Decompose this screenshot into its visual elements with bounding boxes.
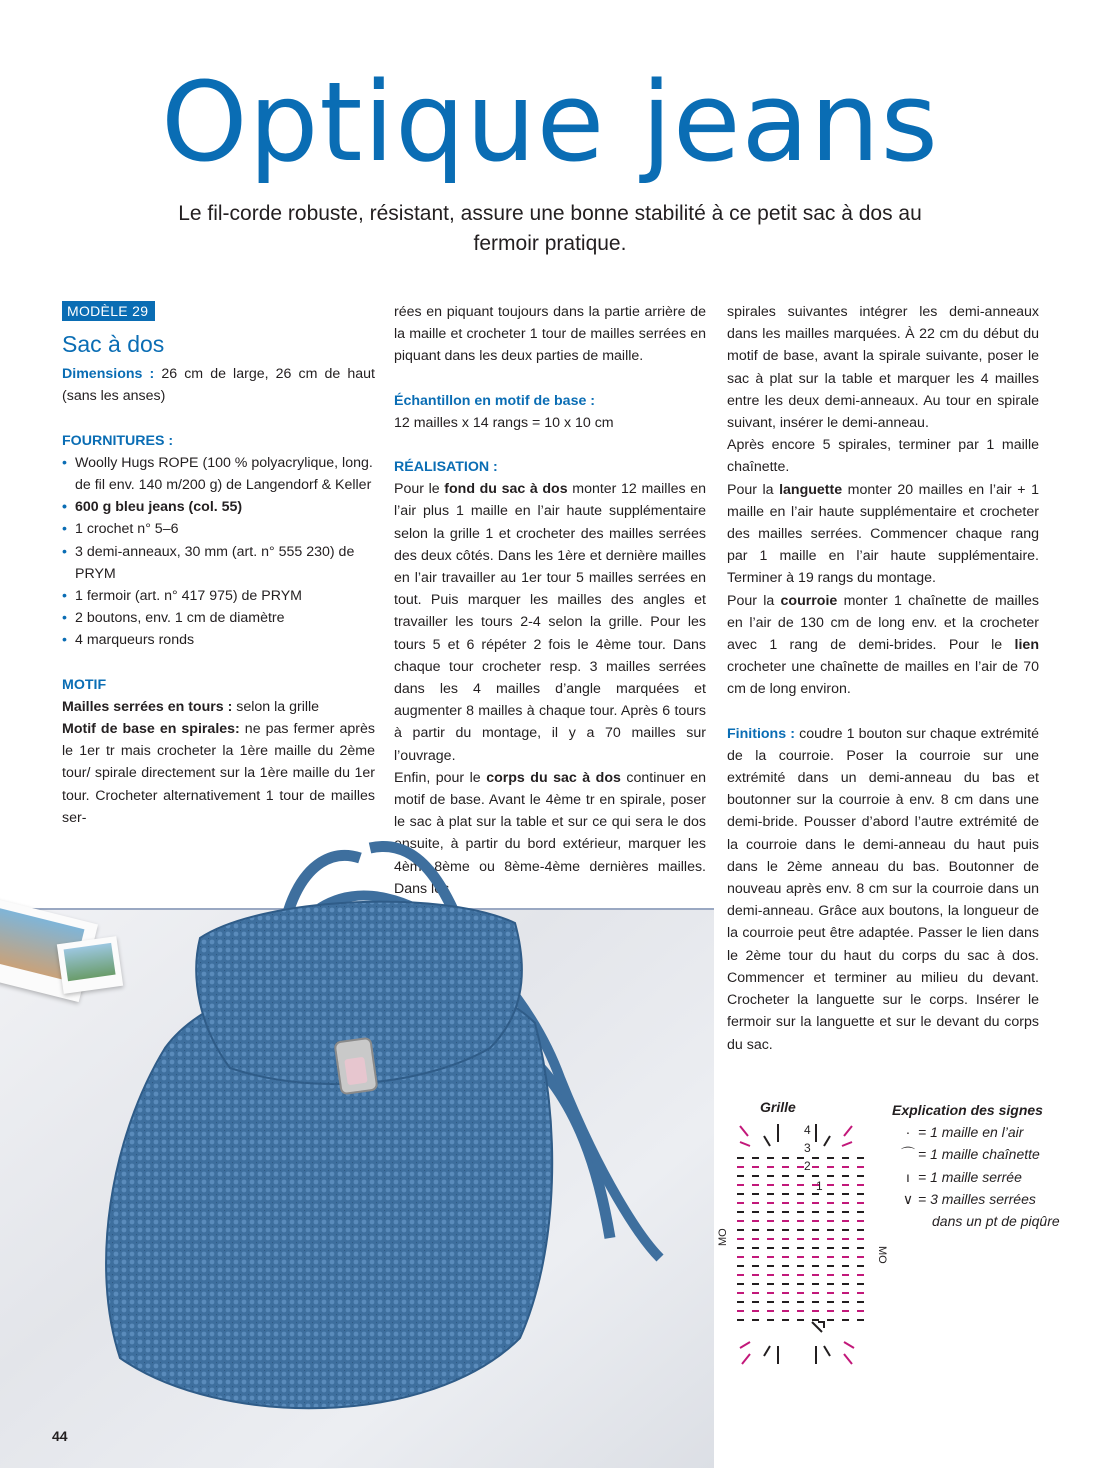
supply-item: • Woolly Hugs ROPE (100 % polyacrylique, long. de fil env. 140 m/200 g) de Langendorf & Keller [62, 452, 375, 496]
legend-extra: dans un pt de piqûre [932, 1213, 1060, 1230]
motif-p1 [62, 696, 375, 718]
supplies-list [62, 452, 375, 652]
realisation-heading: RÉALISATION : [394, 459, 498, 476]
model-badge: MODÈLE 29 [62, 301, 155, 321]
motif-heading: MOTIF [62, 676, 107, 693]
chart-title: Grille [760, 1099, 796, 1115]
legend-title: Explication des signes [892, 1102, 1043, 1118]
backpack-illustration [0, 818, 714, 1466]
chart-row-label: 1 [816, 1179, 823, 1193]
realisation-body: Enfin, pour le corps du sac à dos continuer en motif de base. Avant le 4ème tr en spirale, poser le sac à plat sur la table et sur ce qui sera le dos ensuite, à partir du bord extérieur, marquer les 4ème-8ème ou 8ème-4ème dernières mailles. Dans les [394, 769, 707, 897]
supply-item: • 1 fermoir (art. n° 417 975) de PRYM [62, 585, 375, 607]
supply-item: • 2 boutons, env. 1 cm de diamètre [62, 607, 375, 629]
supply-item: • 4 marqueurs ronds [62, 629, 375, 651]
motif-p1-text: selon la grille [232, 698, 320, 715]
motif-p2 [62, 718, 375, 829]
page-subtitle: Le fil-corde robuste, résistant, assure une bonne stabilité à ce petit sac à dos au fermoir pratique. [178, 202, 922, 255]
dimensions-text: 26 cm de large, 26 cm de haut (sans les anses) [62, 366, 375, 405]
column-2 [394, 301, 706, 900]
single-crochet-icon: ı [906, 1168, 910, 1185]
languette-text: Pour la languette monter 20 mailles en l’air + 1 maille en l’air haute supplémentaire et crocheter des mailles serrées. Commencer chaque rang par 1 maille en l’air haute supplémentaire. Terminer à 19 rangs du montage. [727, 481, 1039, 587]
chain-dot-icon: · [905, 1124, 911, 1141]
legend-item: ⌒ = 1 maille chaînette [892, 1143, 1092, 1165]
legend-item: · = 1 maille en l’air [892, 1121, 1092, 1143]
chart-side-label: MO [717, 1228, 729, 1246]
finitions-text: Finitions : coudre 1 bouton sur chaque extrémité de la courroie. Poser la courroie sur une extrémité dans un demi-anneau du bas et boutonner sur la courroie à env. 8 cm dans une demi-bride. Pousser d’abord l’autre extrémité de la courroie dans le demi-anneau du haut puis dans le 2ème anneau du bas. Boutonner de nouveau après env. 8 cm sur la courroie dans un demi-anneau. Grâce aux boutons, la longueur de la courroie peut être adaptée. Passer le lien dans le 2ème tour du haut du corps du sac à dos. Commencer et terminer au milieu du devant. Crocheter la languette sur le corps. Insérer le fermoir sur la languette et sur le devant du corps du sac. [727, 725, 1039, 1053]
slip-stitch-icon: ⌒ [901, 1146, 915, 1163]
dimensions-label: Dimensions : [62, 366, 155, 383]
body-continued: spirales suivantes intégrer les demi-anneaux dans les mailles marquées. À 22 cm du début du motif de base, avant la spirale suivante, poser le sac à plat sur la table et marquer les 4 mailles entre les deux demi-anneaux. Au tour en spirale suivant, insérer le demi-anneau. [727, 304, 1039, 432]
chart-row-label: 2 [804, 1159, 811, 1173]
supply-item: • 600 g bleu jeans (col. 55) [62, 496, 375, 518]
gauge-heading: Échantillon en motif de base : [394, 392, 596, 409]
gauge-text: 12 mailles x 14 rangs = 10 x 10 cm [394, 414, 614, 431]
motif-continued: rées en piquant toujours dans la partie arrière de la maille et crocheter 1 tour de mailles serrées en piquant dans les deux parties de maille. [394, 304, 706, 365]
supplies-heading: FOURNITURES : [62, 432, 174, 449]
column-1 [62, 301, 375, 829]
model-name: Sac à dos [62, 331, 165, 358]
supply-item: • 3 demi-anneaux, 30 mm (art. n° 555 230) de PRYM [62, 541, 375, 585]
legend-item: ∨ = 3 mailles serrées [892, 1188, 1092, 1210]
legend [892, 1099, 1092, 1232]
body-end: Après encore 5 spirales, terminer par 1 maille chaînette. [727, 437, 1039, 476]
motif-p2-text: ne pas fermer après le 1er tr mais crocheter la 1ère maille du 2ème tour/ spirale directement sur la 1ère maille du 1er tour. Crocheter alternativement 1 tour de mailles ser- [62, 721, 376, 826]
supply-item: • 1 crochet n° 5–6 [62, 518, 375, 540]
chart-side-label: MO [876, 1246, 888, 1264]
column-3 [727, 301, 1039, 1056]
legend-item: ı = 1 maille serrée [892, 1166, 1092, 1188]
chart-row-label: 3 [804, 1141, 811, 1155]
crochet-chart [712, 1118, 888, 1408]
chart-row-label: 4 [804, 1123, 811, 1137]
motif-p1-label: Mailles serrées en tours : [62, 698, 233, 715]
page-title: Optique jeans [161, 58, 939, 186]
motif-p2-label: Motif de base en spirales: [62, 721, 240, 738]
page-number: 44 [52, 1428, 68, 1444]
dimensions [62, 363, 375, 407]
increase-icon: ∨ [902, 1190, 914, 1207]
strap-text: Pour la courroie monter 1 chaînette de mailles en l’air de 130 cm de long env. et la crocheter avec 1 rang de demi-brides. Pour le lien crocheter une chaînette de mailles en l’air de 70 cm de long environ. [727, 592, 1039, 698]
realisation-bottom: Pour le fond du sac à dos monter 12 mailles en l’air plus 1 maille en l’air haute supplémentaire selon la grille 1 et crocheter des mailles serrées des deux côtés. Dans les 1ère et dernière mailles en l’air travailler au 1er tour 5 mailles serrées en tout. Puis marquer les mailles des angles et travailler les tours 2-4 selon la grille. Pour les tours 5 et 6 répéter 2 fois le 4ème tour. Dans chaque tour crocheter resp. 3 mailles serrées dans les 4 mailles d’angle marquées et augmenter 8 mailles à chaque tour. Après 6 tours à partir du montage, il y a 70 mailles sur l’ouvrage. [394, 481, 706, 764]
